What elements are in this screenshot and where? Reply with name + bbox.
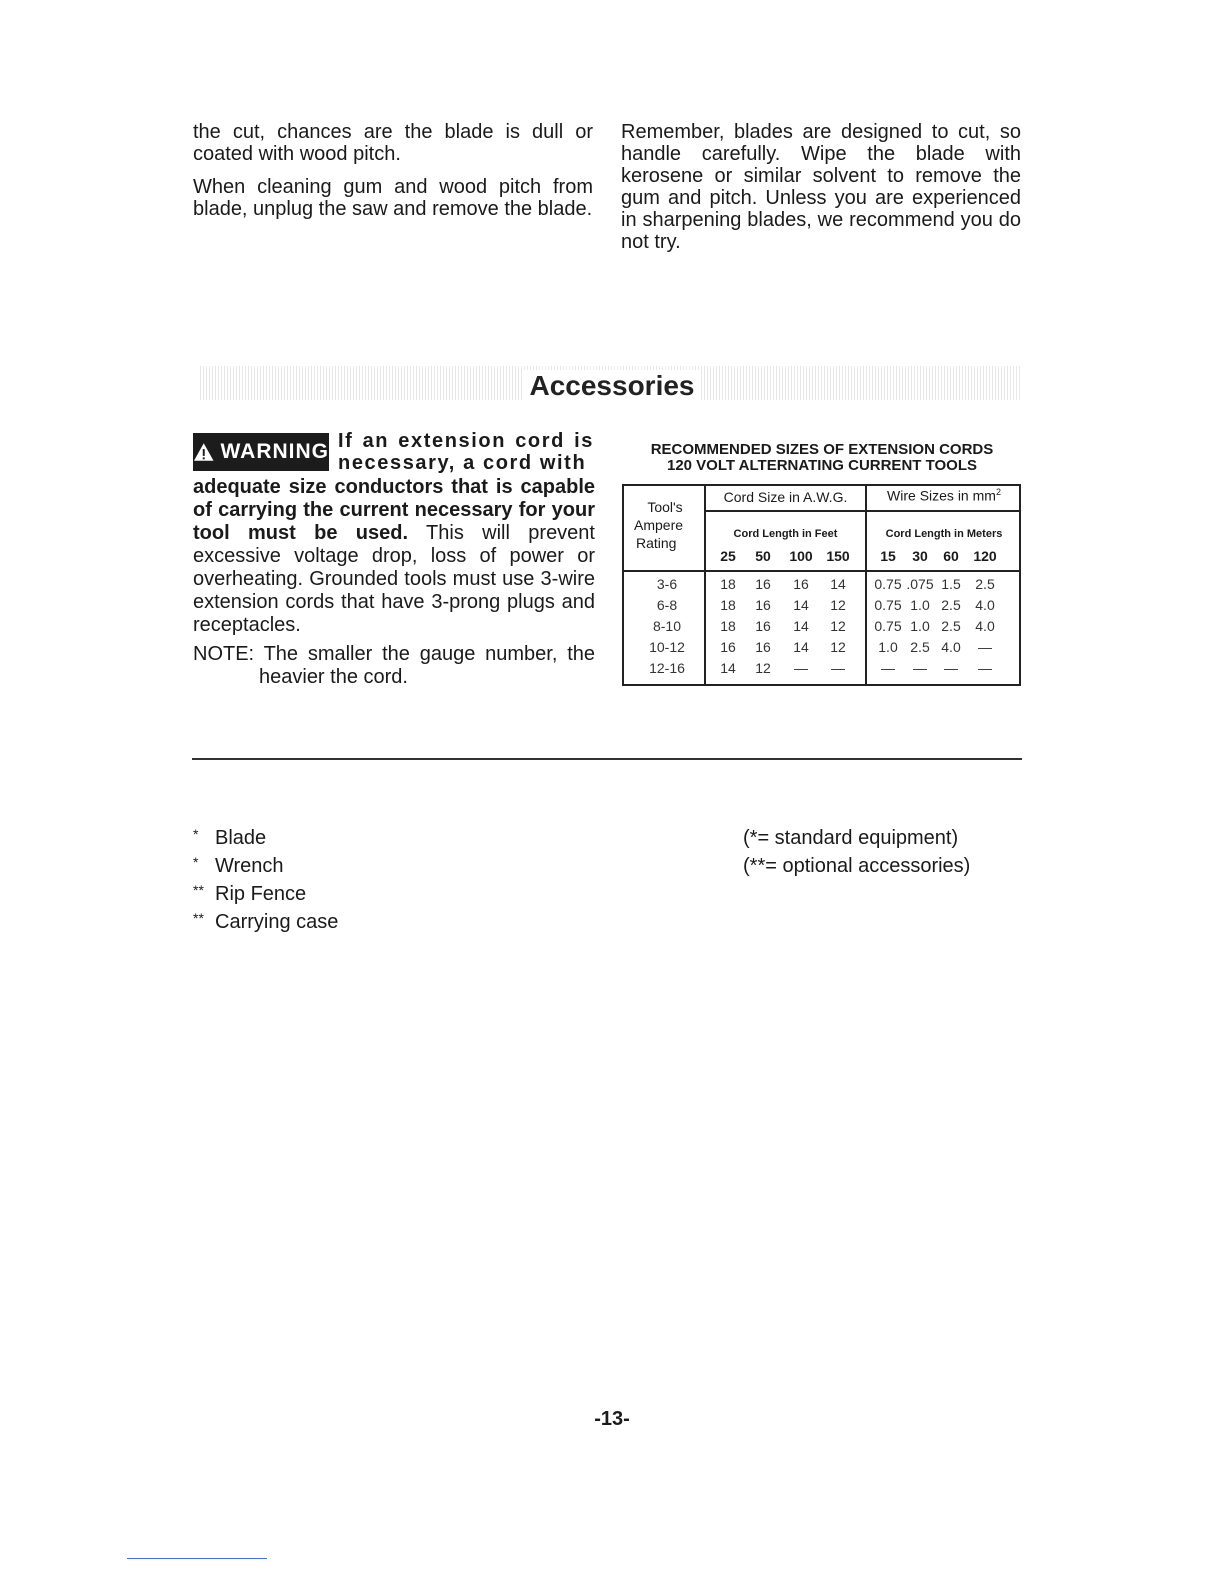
awg-cell: 12 — [755, 660, 771, 676]
page-number: -13- — [594, 1408, 630, 1430]
rating-cell: 6-8 — [656, 597, 678, 613]
mm-cell: 4.0 — [941, 639, 961, 655]
mm-cell: 0.75 — [874, 618, 902, 634]
column-header: 120 — [973, 548, 997, 564]
awg-cell: 18 — [720, 576, 736, 592]
paragraph: the cut, chances are the blade is dull or coated with wood pitch. — [193, 121, 593, 165]
column-header: 100 — [789, 548, 813, 564]
awg-cell: 18 — [720, 597, 736, 613]
mm-cell: 4.0 — [975, 597, 995, 613]
column-header: 50 — [755, 548, 771, 564]
awg-cell: 18 — [720, 618, 736, 634]
mm-cell: 2.5 — [975, 576, 995, 592]
mm-cell: 1.5 — [941, 576, 961, 592]
top-right-column — [621, 121, 1021, 253]
column-header: 15 — [880, 548, 896, 564]
awg-cell: 16 — [720, 639, 736, 655]
mm-cell: 2.5 — [941, 597, 961, 613]
awg-cell: 16 — [755, 639, 771, 655]
note-text: The smaller the gauge number, the heavier the cord. — [254, 643, 595, 688]
warning-bold-text: adequate size conductors that is capable of carrying the current necessary for your tool must be used. — [193, 476, 595, 544]
mm-cell: .075 — [906, 576, 934, 592]
awg-cell: 16 — [755, 576, 771, 592]
mm-cell: 2.5 — [941, 618, 961, 634]
awg-cell: — — [794, 660, 808, 676]
warning-triangle-icon — [193, 442, 215, 462]
feet-subheader: Cord Length in Feet — [733, 528, 838, 540]
awg-cell: 12 — [830, 639, 846, 655]
awg-cell: 16 — [755, 618, 771, 634]
awg-cell: — — [831, 660, 845, 676]
awg-cell: 12 — [830, 618, 846, 634]
accessories-list — [193, 824, 338, 936]
paragraph: Remember, blades are designed to cut, so handle carefully. Wipe the blade with kerosene or similar solvent to remove the gum and pitch. Unless you are experienced in sharpening blades, we recommend you do not try. — [621, 121, 1021, 253]
mm-header: Wire Sizes in $mm^2$ — [887, 487, 1001, 504]
rating-cell: 3-6 — [656, 576, 678, 592]
warning-badge: WARNING — [193, 433, 329, 471]
column-header: 60 — [943, 548, 959, 564]
column-header: 150 — [826, 548, 850, 564]
note-label: NOTE: — [193, 643, 255, 665]
mm-cell: — — [944, 660, 958, 676]
mm-cell: 1.0 — [910, 597, 930, 613]
awg-cell: 14 — [793, 639, 809, 655]
warning-body — [193, 476, 595, 689]
awg-cell: 14 — [830, 576, 846, 592]
awg-cell: 16 — [793, 576, 809, 592]
column-header: 25 — [720, 548, 736, 564]
paragraph: When cleaning gum and wood pitch from blade, unplug the saw and remove the blade. — [193, 176, 593, 220]
mm-cell: — — [881, 660, 895, 676]
awg-cell: 14 — [793, 618, 809, 634]
warning-plain-text: This will prevent excessive voltage drop, loss of power or overheating. Grounded tools must use 3-wire extension cords that have 3-prong plugs and receptacles. — [193, 522, 595, 636]
mm-cell: — — [913, 660, 927, 676]
table-title: RECOMMENDED SIZES OF EXTENSION CORDS 120 VOLT ALTERNATING CURRENT TOOLS — [650, 441, 994, 474]
mm-cell: 4.0 — [975, 618, 995, 634]
rating-cell: 8-10 — [652, 618, 682, 634]
mm-cell: — — [978, 639, 992, 655]
list-item: ** Carrying case — [193, 910, 339, 933]
section-title: Accessories — [0, 370, 1224, 402]
legend — [743, 824, 970, 880]
footer-line — [127, 1558, 267, 1559]
mm-cell: 0.75 — [874, 576, 902, 592]
warning-lead: If an extension cord is necessary, a cord with — [338, 430, 594, 474]
note — [193, 643, 595, 689]
awg-cell: 12 — [830, 597, 846, 613]
list-item: * Blade — [193, 826, 267, 849]
rating-cell: 10-12 — [649, 639, 685, 655]
horizontal-rule — [192, 758, 1022, 760]
column-header: 30 — [912, 548, 928, 564]
meters-subheader: Cord Length in Meters — [885, 528, 1003, 540]
mm-cell: 1.0 — [878, 639, 898, 655]
extension-cord-table — [622, 484, 1021, 686]
awg-header: Cord Size in A.W.G. — [723, 489, 848, 505]
mm-cell: 2.5 — [910, 639, 930, 655]
mm-cell: 1.0 — [910, 618, 930, 634]
mm-cell: — — [978, 660, 992, 676]
rating-header: Tool's Ampere Rating — [634, 499, 684, 551]
legend-optional: (**= optional accessories) — [743, 855, 971, 877]
awg-cell: 16 — [755, 597, 771, 613]
list-item: ** Rip Fence — [193, 882, 307, 905]
mm-cell: 0.75 — [874, 597, 902, 613]
rating-cell: 12-16 — [649, 660, 685, 676]
awg-cell: 14 — [720, 660, 736, 676]
legend-standard: (*= standard equipment) — [743, 827, 959, 849]
list-item: * Wrench — [193, 854, 284, 877]
awg-cell: 14 — [793, 597, 809, 613]
top-left-column — [193, 121, 593, 220]
